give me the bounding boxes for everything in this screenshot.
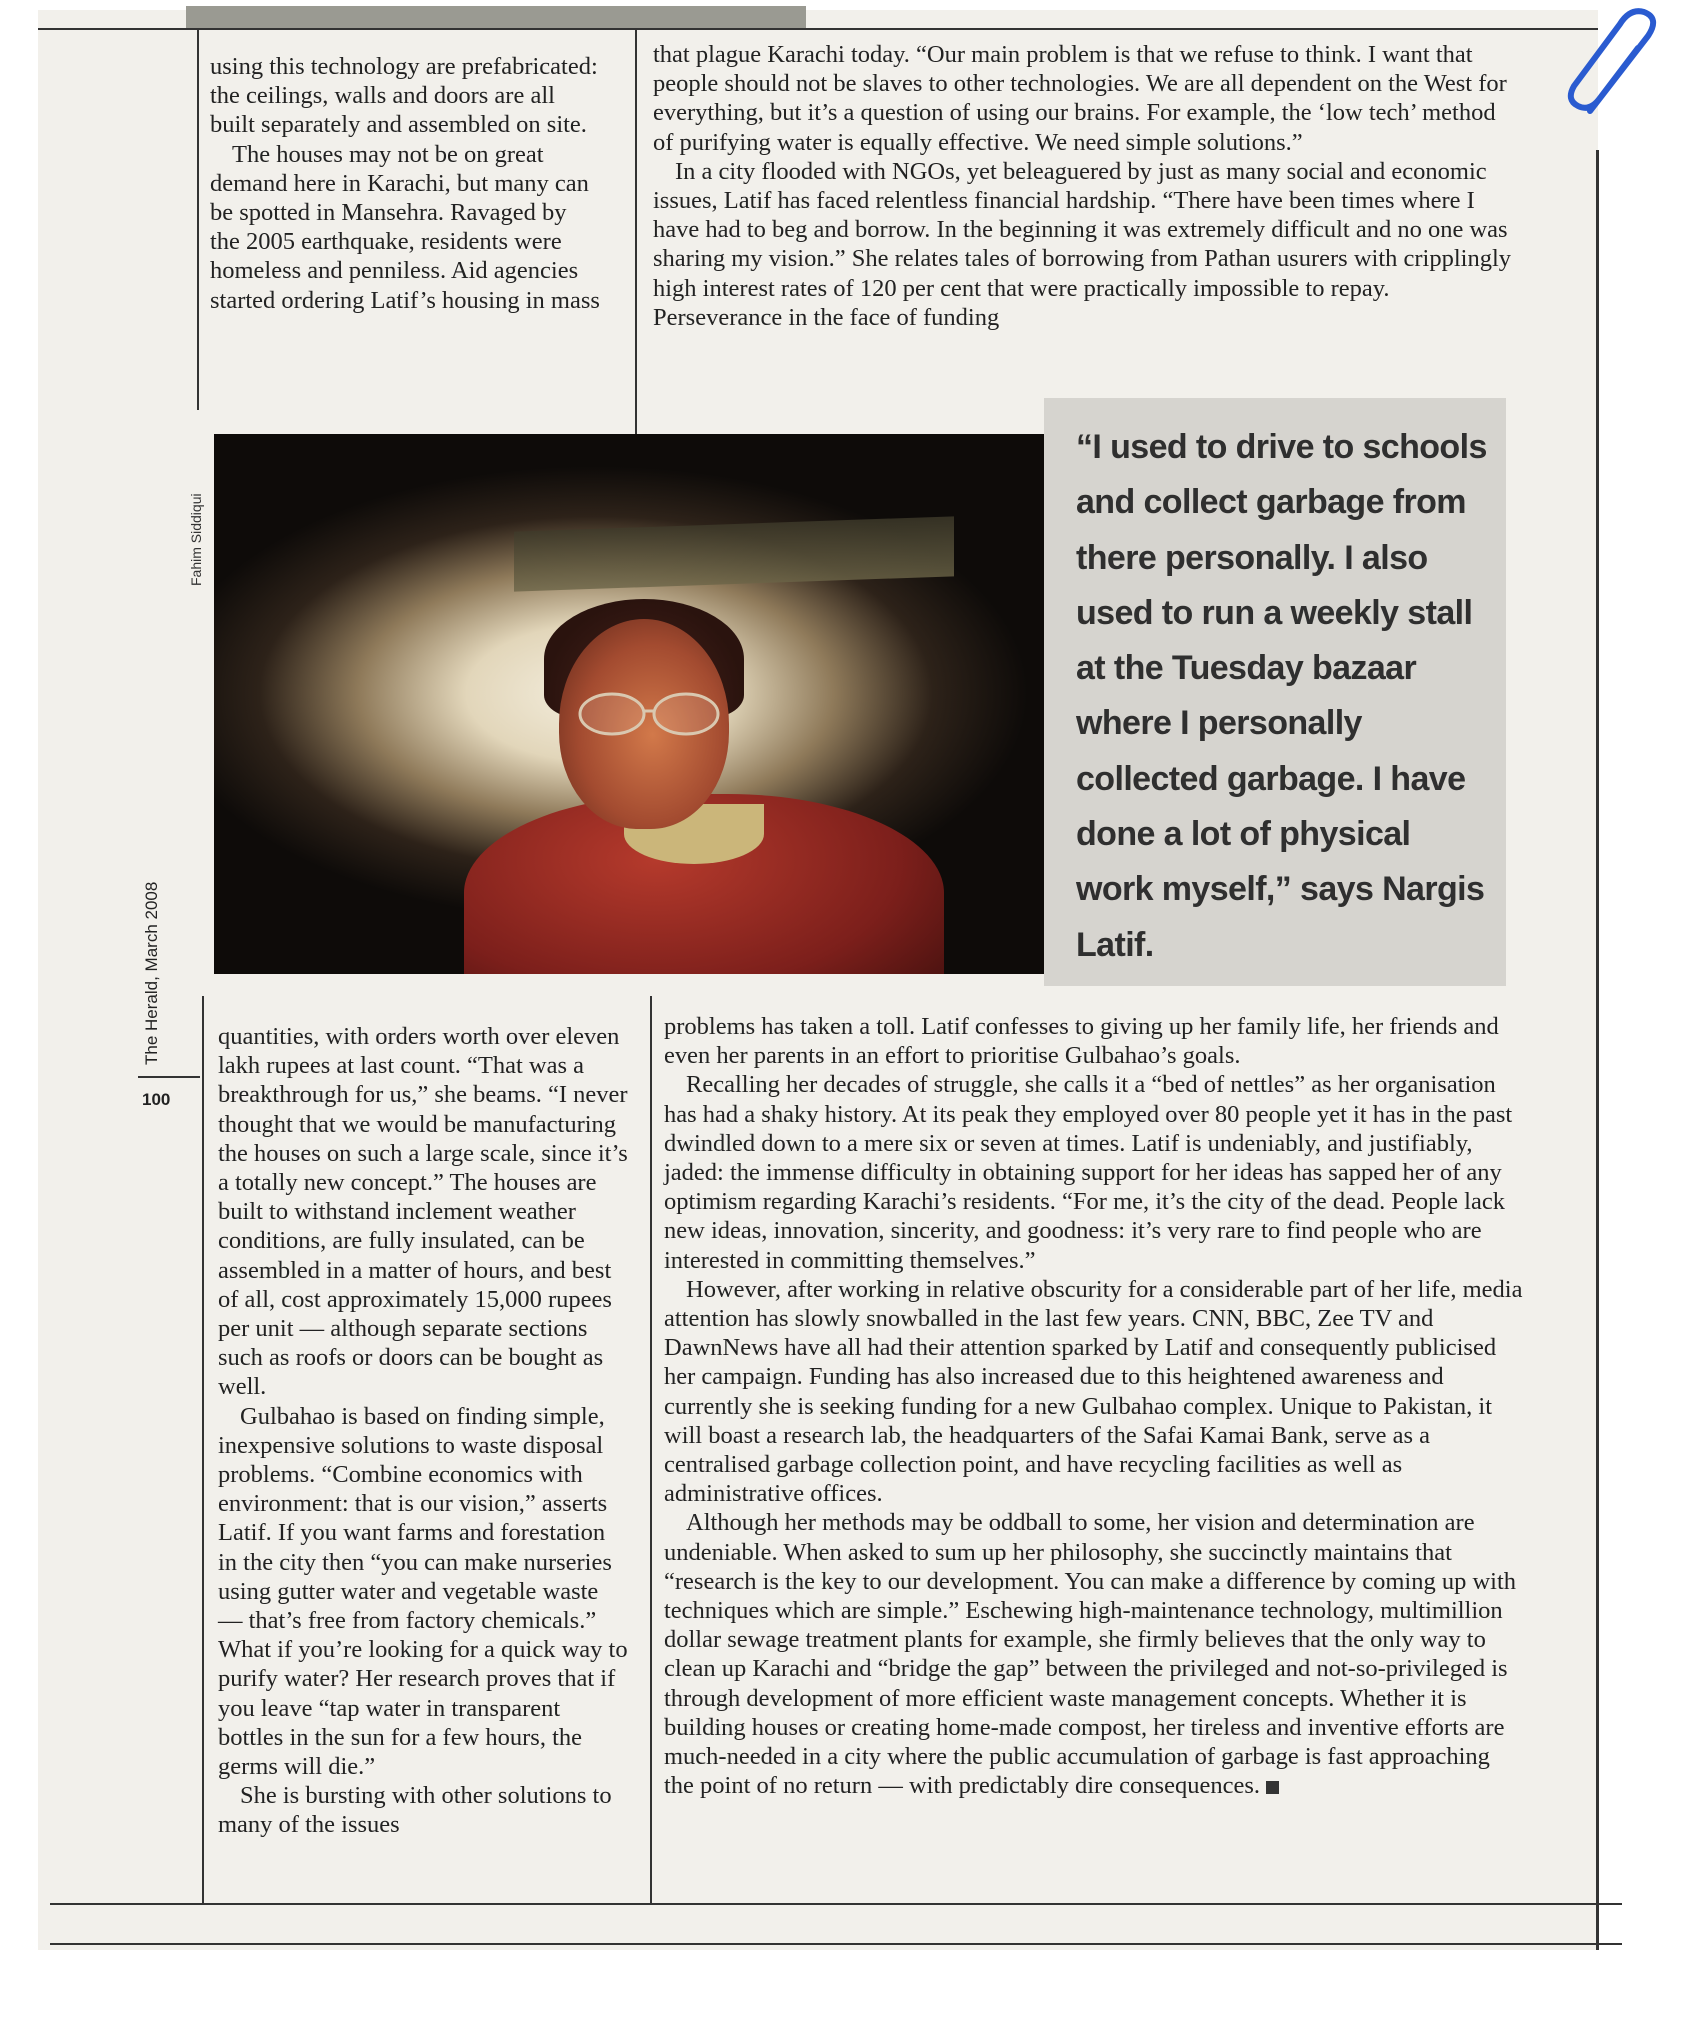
col2_bottom-paragraph: However, after working in relative obscurity for a considerable part of her life, media attention has slowly snowballed in the last few years. CNN, BBC, Zee TV and DawnNews have all had their attention sparked by Latif and consequently publicised her campaign. Funding has also increased due to this heightened awareness and currently she is seeking funding for a new Gulbahao complex. Unique to Pakistan, it will boast a research lab, the headquarters of the Safai Kamai Bank, serve as a centralised garbage collection point, and have recycling facilities as well as administrative offices. bbox=[664, 1275, 1523, 1508]
col2_bottom-paragraph: Recalling her decades of struggle, she calls it a “bed of nettles” as her organisation has had a shaky history. At its peak they employed over 80 people yet it has in the past dwindled down to a mere six or seven at times. Latif is undeniably, and justifiably, jaded: the immense difficulty in obtaining support for her ideas has sapped her of any optimism regarding Karachi’s residents. “For me, it’s the city of the dead. People lack new ideas, innovation, sincerity, and goodness: it’s very rare to find people who are interested in committing themselves.” bbox=[664, 1071, 1513, 1274]
column-1-top bbox=[210, 52, 602, 315]
col2_top-paragraph: that plague Karachi today. “Our main problem is that we refuse to think. I want that people should not be slaves to other technologies. We are all dependent on the West for everything, but it’s a question of using our brains. For example, the ‘low tech’ method of purifying water is equally effective. We need simple solutions.” bbox=[653, 41, 1507, 156]
page-number: 100 bbox=[142, 1090, 171, 1109]
top-rule bbox=[38, 28, 1598, 30]
column-2-top bbox=[653, 40, 1513, 332]
col2_top-paragraph: In a city flooded with NGOs, yet beleaguered by just as many social and economic issues, Latif has faced relentless financial hardship. “There have been times where I have had to beg and borrow. In the beginning it was extremely difficult and no one was sharing my vision.” She relates tales of borrowing from Pathan usurers with cripplingly high interest rates of 120 per cent that were practically impossible to repay. Perseverance in the face of funding bbox=[653, 157, 1512, 331]
pull-quote: “I used to drive to schools and collect garbage from there personally. I also used to run a weekly stall at the Tuesday bazaar where I personally collected garbage. I have done a lot of physical work myself,” says Nargis Latif. bbox=[1076, 428, 1487, 964]
top-color-bar bbox=[186, 6, 806, 28]
publication-line: The Herald, March 2008 bbox=[142, 881, 161, 1065]
col1_bottom-paragraph: She is bursting with other solutions to many of the issues bbox=[218, 1782, 612, 1839]
right-edge-rule bbox=[1596, 150, 1599, 1950]
column-rule-bottom bbox=[650, 996, 652, 1904]
bottom-rule-2 bbox=[50, 1943, 1622, 1945]
left-rule-top bbox=[197, 30, 199, 410]
bottom-rule bbox=[50, 1903, 1622, 1905]
col1_bottom-paragraph: Gulbahao is based on finding simple, inexpensive solutions to waste disposal problems. “Combine economics with environment: that is our vision,” asserts Latif. If you want farms and forestation in the city then “you can make nurseries using gutter water and vegetable waste — that’s free from factory chemicals.” What if you’re looking for a quick way to purify water? Her research proves that if you leave “tap water in transparent bottles in the sun for a few hours, the germs will die.” bbox=[218, 1402, 628, 1781]
column-2-bottom bbox=[664, 1012, 1524, 1800]
col1_top-paragraph: The houses may not be on great demand here in Karachi, but many can be spotted in Mansehra. Ravaged by the 2005 earthquake, residents were homeless and penniless. Aid agencies started ordering Latif’s housing in mass bbox=[210, 140, 600, 314]
left-rule-bottom bbox=[202, 996, 204, 1904]
folio-rule bbox=[138, 1076, 200, 1078]
col2_bottom-paragraph: problems has taken a toll. Latif confesses to giving up her family life, her friends and even her parents in an effort to prioritise Gulbahao’s goals. bbox=[664, 1013, 1499, 1070]
col1_top-paragraph: using this technology are prefabricated: the ceilings, walls and doors are all built separately and assembled on site. bbox=[210, 53, 598, 139]
photo-shelf bbox=[514, 516, 954, 591]
column-rule-top bbox=[635, 30, 637, 434]
end-mark bbox=[1266, 1781, 1279, 1794]
photo-credit: Fahim Siddiqui bbox=[188, 493, 204, 586]
photo-glasses bbox=[574, 689, 724, 739]
col2_bottom-paragraph: Although her methods may be oddball to some, her vision and determination are undeniable. When asked to sum up her philosophy, she succinctly maintains that “research is the key to our development. You can make a difference by coming up with techniques which are simple.” Eschewing high-maintenance technology, multimillion dollar sewage treatment plants for example, she firmly believes that the only way to clean up Karachi and “bridge the gap” between the privileged and not-so-privileged is through development of more efficient waste management concepts. Whether it is building houses or creating home-made compost, her tireless and inventive efforts are much-needed in a city where the public accumulation of garbage is fast approaching the point of no return — with predictably dire consequences. bbox=[664, 1509, 1517, 1800]
paperclip-icon bbox=[1560, 6, 1670, 126]
col1_bottom-paragraph: quantities, with orders worth over eleven lakh rupees at last count. “That was a breakthrough for us,” she beams. “I never thought that we would be manufacturing the houses on such a large scale, since it’s a totally new concept.” The houses are built to withstand inclement weather conditions, are fully insulated, can be assembled in a matter of hours, and best of all, cost approximately 15,000 rupees per unit — although separate sections such as roofs or doors can be bought as well. bbox=[218, 1023, 628, 1401]
photo-nargis-latif bbox=[214, 434, 1044, 974]
column-1-bottom bbox=[218, 1022, 628, 1840]
